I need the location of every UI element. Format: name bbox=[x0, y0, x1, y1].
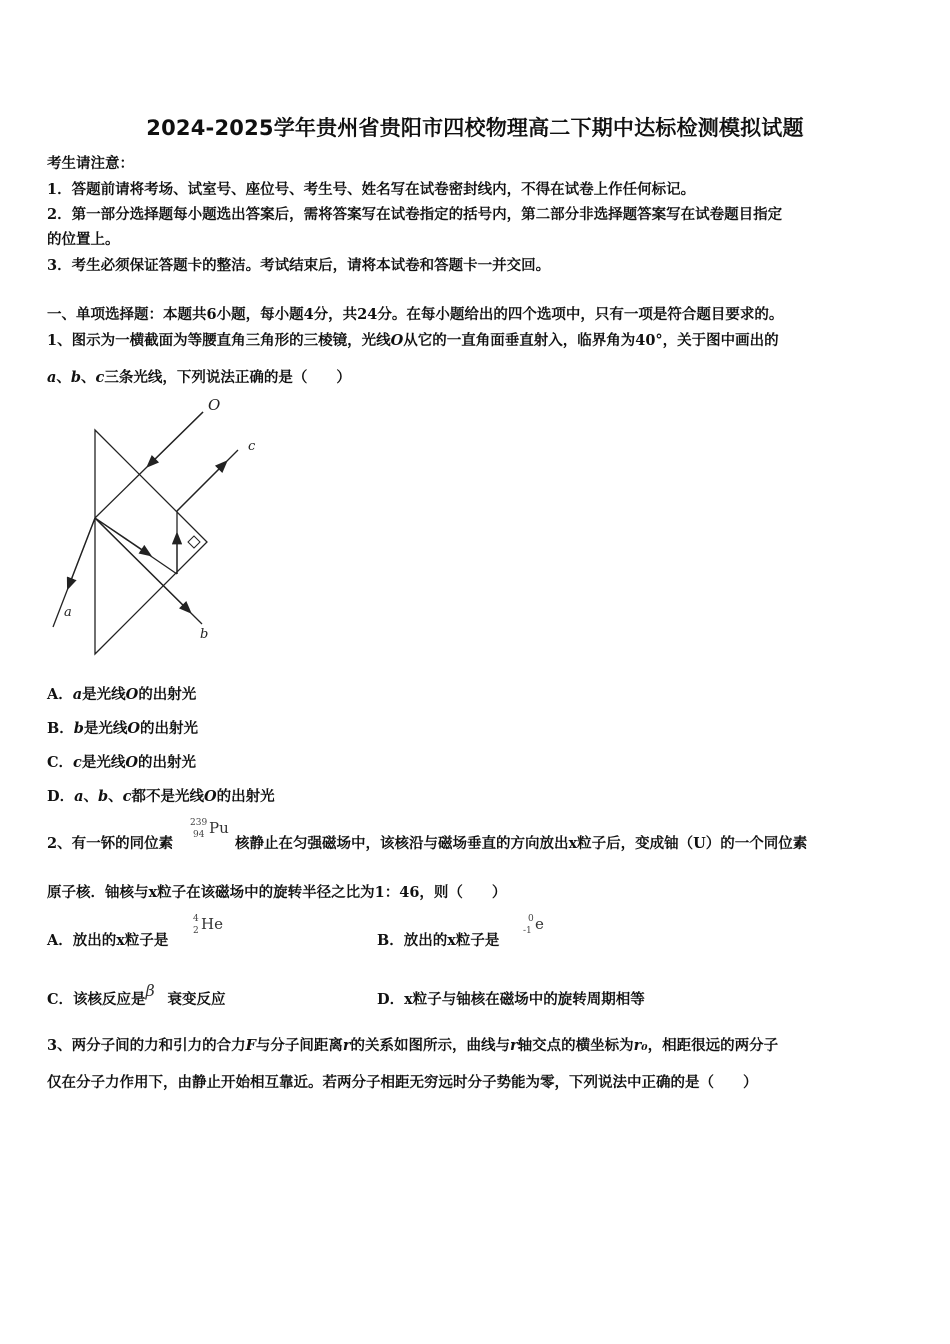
q2-option-b: B．放出的x粒子是 bbox=[377, 932, 500, 949]
right-angle-mark bbox=[188, 536, 200, 548]
pu-nuclide: 239 94 Pu bbox=[190, 818, 229, 840]
q2-stem-head: 2、有一钚的同位素 bbox=[47, 835, 174, 852]
q1-option-b: B．b是光线O的出射光 bbox=[47, 720, 199, 737]
page-title: 2024-2025学年贵州省贵阳市四校物理高二下期中达标检测模拟试题 bbox=[146, 116, 804, 140]
beta-symbol: β bbox=[145, 981, 155, 1000]
label-b: b bbox=[200, 627, 209, 642]
label-O: O bbox=[208, 396, 221, 414]
q2-option-c: C．该核反应是β 衰变反应 bbox=[47, 981, 226, 1008]
q2-stem-line2: 原子核．铀核与x粒子在该磁场中的旋转半径之比为1：46，则（ ） bbox=[47, 884, 507, 901]
q1-option-a: A．a是光线O的出射光 bbox=[47, 686, 197, 703]
q1-stem-line2: a、b、c三条光线，下列说法正确的是（ ） bbox=[47, 369, 351, 386]
notice-item-3: 3．考生必须保证答题卡的整洁。考试结束后，请将本试卷和答题卡一并交回。 bbox=[47, 257, 551, 274]
section-heading: 一、单项选择题：本题共6小题，每小题4分，共24分。在每小题给出的四个选项中，只有一项是符合题目要求的。 bbox=[47, 306, 784, 323]
q3-stem-line2: 仅在分子力作用下，由静止开始相互靠近。若两分子相距无穷远时分子势能为零，下列说法中正确的是（ ） bbox=[47, 1074, 758, 1091]
q1-option-d: D．a、b、c都不是光线O的出射光 bbox=[47, 788, 275, 805]
label-c: c bbox=[248, 439, 256, 454]
q2-option-a: A．放出的x粒子是 bbox=[47, 932, 169, 949]
notice-item-2: 2．第一部分选择题每小题选出答案后，需将答案写在试卷指定的括号内，第二部分非选择题答案写在试卷题目指定 bbox=[47, 206, 783, 223]
q1-stem-line1: 1、图示为一横截面为等腰直角三角形的三棱镜，光线O从它的一直角面垂直射入，临界角为40°，关于图中画出的 bbox=[47, 332, 779, 349]
q3-stem-line1: 3、两分子间的力和引力的合力F与分子间距离r的关系如图所示，曲线与r轴交点的横坐标为r₀，相距很远的两分子 bbox=[47, 1037, 779, 1054]
q1-option-c: C．c是光线O的出射光 bbox=[47, 754, 197, 771]
q2-stem-mid: 核静止在匀强磁场中，该核沿与磁场垂直的方向放出x粒子后，变成铀（U）的一个同位素 bbox=[235, 835, 808, 852]
label-a: a bbox=[64, 605, 72, 620]
notice-item-1: 1．答题前请将考场、试室号、座位号、考生号、姓名写在试卷密封线内，不得在试卷上作任何标记。 bbox=[47, 181, 696, 198]
q2-option-d: D．x粒子与铀核在磁场中的旋转周期相等 bbox=[377, 991, 645, 1008]
notice-item-2-cont: 的位置上。 bbox=[47, 231, 120, 248]
he-nuclide: 4 2 He bbox=[193, 914, 223, 936]
prism-figure bbox=[40, 392, 280, 662]
electron-symbol: 0 -1 e bbox=[523, 914, 544, 936]
notice-heading: 考生请注意： bbox=[47, 155, 134, 172]
